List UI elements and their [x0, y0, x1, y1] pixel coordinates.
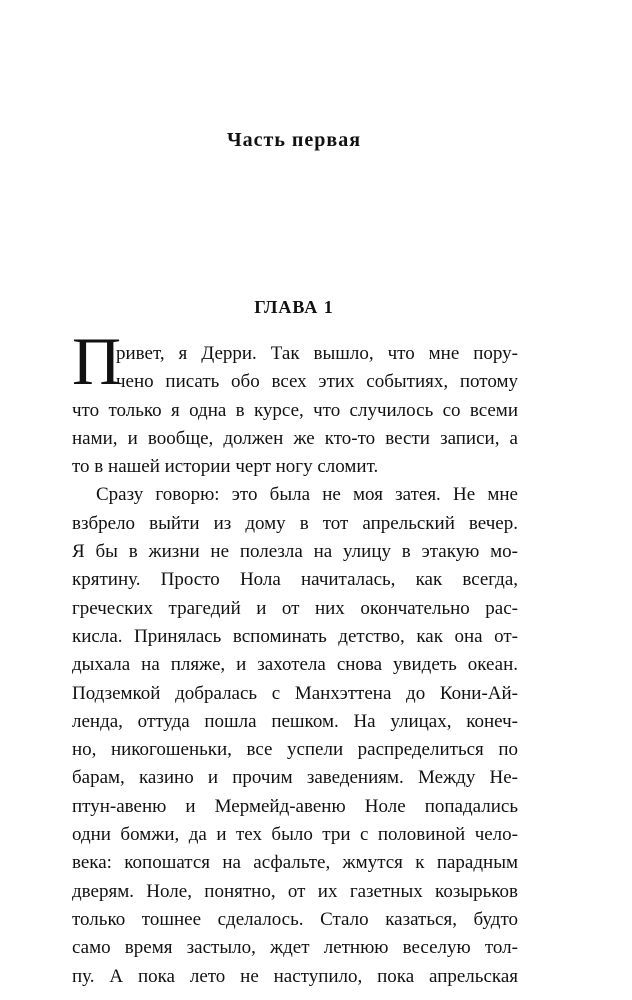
text-line: барам, казино и прочим заведениям. Между Не-: [72, 767, 518, 789]
text-line: одни бомжи, да и тех было три с половиной чело-: [72, 824, 518, 846]
text-line: только тошнее сделалось. Стало казаться, будто: [72, 908, 518, 930]
text-line: само время застыло, ждет летнюю веселую тол-: [72, 937, 518, 959]
drop-cap: П: [72, 323, 122, 399]
text-line: ривет, я Дерри. Так вышло, что мне пору-: [116, 343, 518, 364]
chapter-body-text: [72, 340, 518, 991]
text-line: пу. А пока лето не наступило, пока апрельская: [72, 965, 518, 987]
part-title: Часть первая: [226, 129, 362, 151]
text-line: Подземкой добралась с Манхэттена до Кони-Ай-: [72, 682, 518, 704]
text-line: Я бы в жизни не полезла на улицу в этакую мо-: [72, 541, 518, 563]
text-line: кисла. Принялась вспоминать детство, как она от-: [72, 625, 518, 647]
text-line: взбрело выйти из дому в тот апрельский вечер.: [72, 512, 518, 534]
text-line: крятину. Просто Нола начиталась, как всегда,: [72, 569, 518, 591]
text-line: Сразу говорю: это была не моя затея. Не мне: [96, 484, 518, 506]
text-line: но, никогошеньки, все успели распределиться по: [72, 739, 518, 761]
text-line: века: копошатся на асфальте, жмутся к парадным: [72, 852, 518, 874]
text-line: что только я одна в курсе, что случилось со всеми: [72, 399, 518, 421]
text-line: то в нашей истории черт ногу сломит.: [72, 456, 379, 478]
text-line: дверям. Ноле, понятно, от их газетных козырьков: [72, 880, 518, 902]
text-line: ленда, оттуда пошла пешком. На улицах, конеч-: [72, 710, 518, 732]
text-line: чено писать обо всех этих событиях, потому: [116, 371, 518, 393]
text-line: птун-авеню и Мермейд-авеню Ноле попадались: [72, 795, 518, 817]
chapter-title: ГЛАВА 1: [254, 297, 334, 317]
text-line: греческих трагедий и от них окончательно рас-: [72, 597, 518, 619]
text-line: нами, и вообще, должен же кто-то вести записи, а: [72, 427, 518, 449]
text-line: дыхала на пляже, и захотела снова увидеть океан.: [72, 654, 518, 676]
